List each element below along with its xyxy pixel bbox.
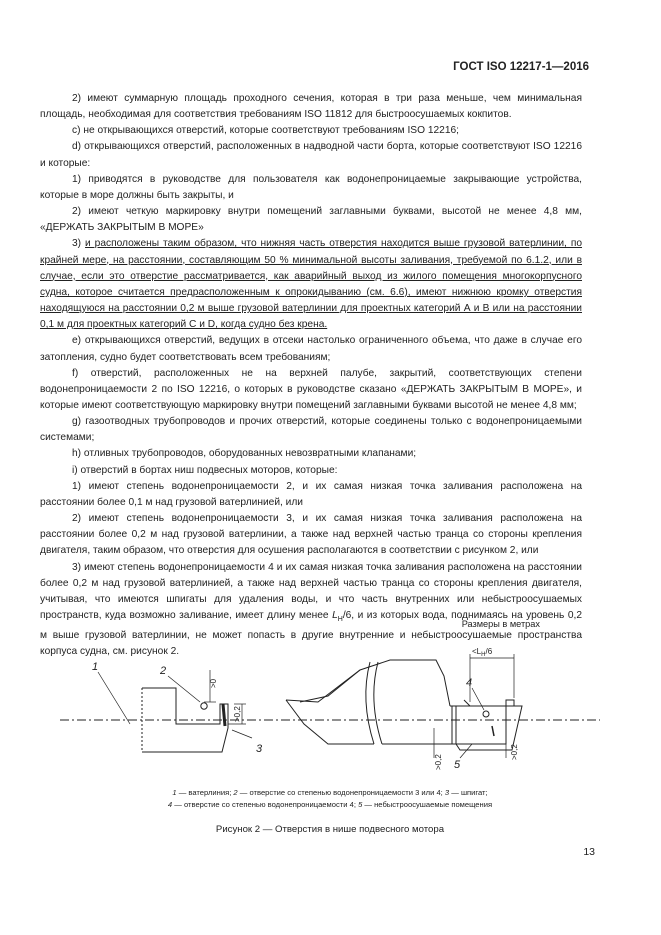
dim-lh: $<L_H/6$: [472, 647, 493, 658]
legend-text: — отверстие со степенью водонепроницаемости 4;: [172, 800, 359, 809]
paragraph: е) открывающихся отверстий, ведущих в отсеки настолько ограниченного объема, что даже в случае его затопления, судно будет соответствовать всем требованиям;: [40, 335, 582, 363]
opening-4: [483, 711, 489, 717]
dim-gt02-left: >0,2: [233, 706, 242, 722]
figure-label-4: 4: [466, 677, 473, 689]
figure-label-5: 5: [454, 759, 461, 771]
legend-text: — шпигат;: [449, 788, 488, 797]
legend-num: 3: [444, 788, 450, 797]
paragraph: h) отливных трубопроводов, оборудованных невозвратными клапанами;: [72, 448, 417, 460]
body-text: [40, 91, 582, 661]
legend-num: 1: [172, 788, 177, 797]
dim-gt02-right-b: >0,2: [510, 744, 519, 760]
legend-text: — небыстроосушаемые помещения: [362, 800, 493, 809]
scupper-3: [223, 704, 225, 726]
figure-2: [60, 640, 600, 790]
boat-hull-top: [286, 660, 450, 706]
dim-gt02-right-a: >0,2: [434, 754, 443, 770]
legend-text: — отверстие со степенью водонепроницаемости 3 или 4;: [237, 788, 445, 797]
paragraph-underlined: 3) и расположены таким образом, что нижняя часть отверстия находится выше грузовой ватерлинии, по крайней мере, на расстоянии, составляющим 50 % минимальной высоты заливания, требуемой по 6.1.2, или в случае, если это отверстие рассматривается, как аварийный выход из жилого помещения многокорпусного судна, которое считается предрасположенным к опрокидыванию (см. 6.6), имеют нижнюю кромку отверстия находящуюся на расстоянии 0,2 м выше грузовой ватерлинии для проектных категорий А и В или на расстоянии 0,1 м для проектных категорий С и D, когда судно без крена.: [40, 238, 583, 331]
opening-2: [201, 703, 207, 709]
paragraph: g) газоотводных трубопроводов и прочих отверстий, которые соединены только с водонепроницаемыми системами;: [40, 416, 582, 444]
document-header: ГОСТ ISO 12217-1—2016: [453, 61, 589, 73]
paragraph: 2) имеют степень водонепроницаемости 3, и их самая низкая точка заливания расположена на расстоянии более 0,2 м над грузовой ватерлинии, а также над верхней частью транца со стороны крепления двигателя, таким образом, что отверстия для осушения располагаются в соответствии с рисунком 2, или: [40, 513, 582, 557]
legend-line-2: [40, 799, 620, 811]
paragraph: d) открывающихся отверстий, расположенных в надводной части борта, которые соответствуют ISO 12216 и которые:: [40, 141, 582, 169]
paragraph-part: /6, и из которых вода, поднимаясь на уровень 0,2 м выше грузовой ватерлинии, не может попасть в другие внутренние и небыстроосушаемые пространства корпуса судна, см. рисунок 2.: [40, 610, 582, 658]
page-number: 13: [583, 846, 595, 858]
paragraph: 1) имеют степень водонепроницаемости 2, и их самая низкая точка заливания расположена на расстоянии более 0,1 м над грузовой ватерлинией, или: [40, 480, 582, 508]
legend-text: — ватерлиния;: [176, 788, 234, 797]
lh-subscript: H: [337, 616, 343, 624]
paragraph: f) отверстий, расположенных не на верхней палубе, закрытий, соответствующих степени водонепроницаемости 2 по ISO 12216, о которых в руководстве сказано «ДЕРЖАТЬ ЗАКРЫТЫМ В МОРЕ», и которые имеют соответствующую маркировку внутри помещений заглавными буквами высотой не менее 4,8 мм;: [40, 367, 582, 411]
boat-hull-bottom: [286, 700, 374, 744]
figure-label-2: 2: [160, 665, 167, 677]
dim-gt0: >0: [209, 678, 218, 688]
paragraph: i) отверстий в бортах ниш подвесных моторов, которые:: [72, 464, 338, 476]
lh-symbol: L: [332, 610, 338, 621]
figure-label-1: 1: [92, 661, 99, 673]
paragraph: 2) имеют четкую маркировку внутри помещений заглавными буквами, высотой не менее 4,8 мм, «ДЕРЖАТЬ ЗАКРЫТЫМ В МОРЕ»: [40, 206, 582, 234]
paragraph: 2) имеют суммарную площадь проходного сечения, которая в три раза меньше, чем минимальная площадь, необходимая для соответствия требованиям ISO 11812 для быстроосушаемых кокпитов.: [40, 93, 582, 121]
legend-num: 4: [167, 800, 173, 809]
paragraph: с) не открывающихся отверстий, которые соответствуют требованиям ISO 12216;: [72, 125, 460, 137]
dimensions-note: Размеры в метрах: [461, 619, 540, 629]
figure-legend: [40, 787, 620, 811]
paragraph: 1) приводятся в руководстве для пользователя как водонепроницаемые закрывающие устройства, которые в море должны быть закрыты, и: [40, 173, 582, 201]
legend-num: 2: [233, 788, 238, 797]
figure-caption: Рисунок 2 — Отверстия в нише подвесного мотора: [215, 824, 445, 835]
underlined-text: и расположены таким образом, что нижняя часть отверстия находится выше грузовой ватерлинии, по крайней мере, на расстоянии, составляющим 50 % минимальной высоты заливания, требуемой по 6.1.2, или в случае, если это отверстие рассматривается, как аварийный выход из жилого помещения многокорпусного судна, которое считается предрасположенным к опрокидыванию (см. 6.6), имеют нижнюю кромку отверстия находящуюся на расстоянии 0,2 м выше грузовой ватерлинии для проектных категорий А и В или на расстоянии 0,1 м для проектных категорий С и D, когда судно без крена.: [40, 238, 583, 331]
figure-label-3: 3: [256, 743, 263, 755]
paragraph-part: 3) имеют степень водонепроницаемости 4 и их самая низкая точка заливания расположена на расстоянии более 0,2 м над грузовой ватерлинией, а также над верхней частью транца со стороны крепления двигателя, учитывая, что имеются шпигаты для удаления воды, и что часть внутренних или небыстроосушаемых пространств, куда возможно заливание, имеет длину менее: [40, 561, 582, 621]
legend-line-1: [40, 787, 620, 799]
legend-num: 5: [358, 800, 363, 809]
